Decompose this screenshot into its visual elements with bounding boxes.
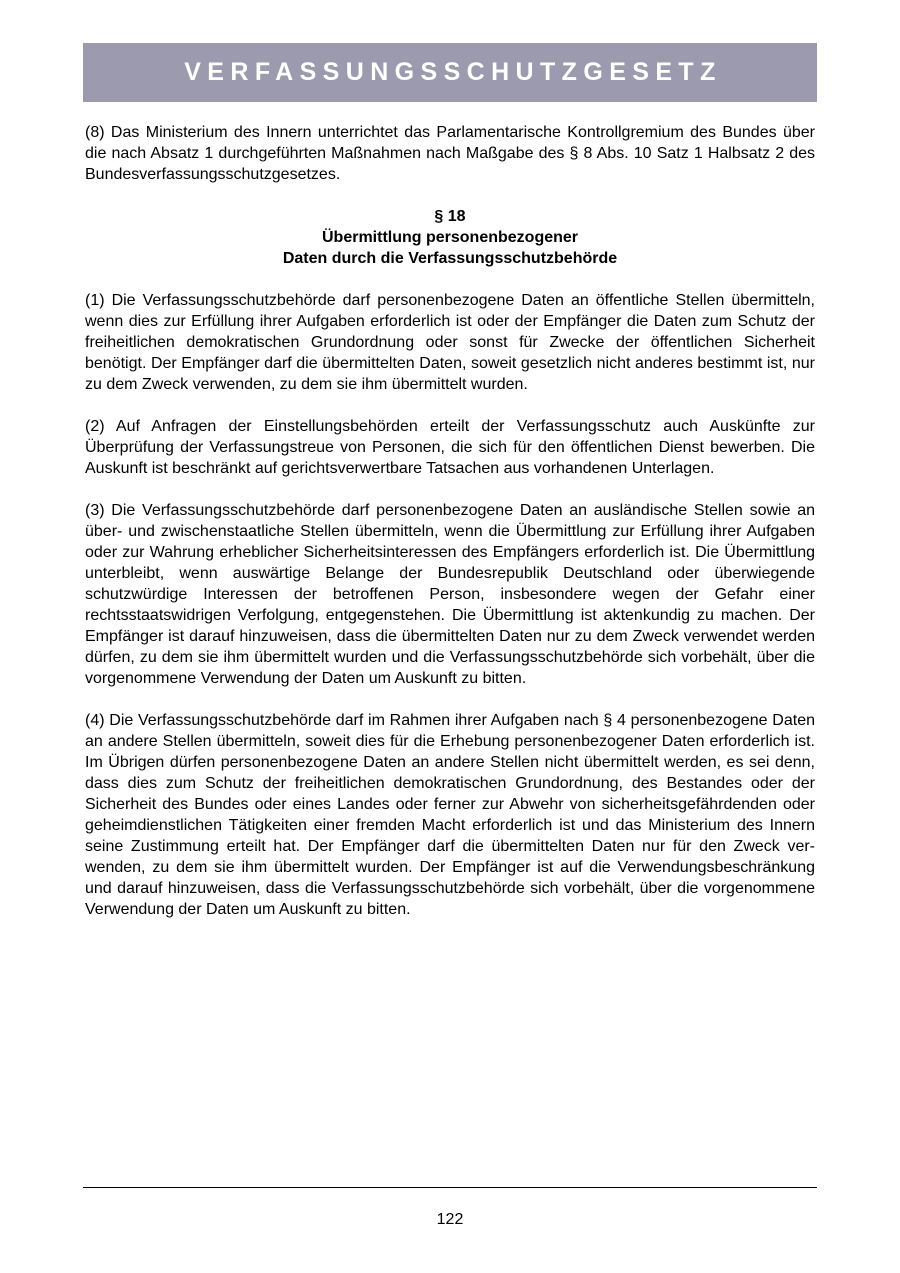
section-paragraph-3: (3) Die Verfassungsschutzbehörde darf personenbezogene Daten an ausländische Stellen sowie an über- und zwischenstaatliche Stellen übermitteln, wenn die Übermittlung zur Erfüllung ihrer Aufgaben oder zur Wahrung erheblicher Sicherheitsinteressen des Empfängers erforderlich ist. Die Übermittlung unterbleibt, wenn auswärtige Belange der Bundesrepublik Deutschland oder überwiegende schutzwürdige Interessen der betroffenen Person, insbesondere wegen der Gefahr einer rechtsstaatswidrigen Verfolgung, entgegenstehen. Die Übermittlung ist aktenkundig zu machen. Der Empfänger ist darauf hinzuweisen, dass die übermittelten Daten nur zu dem Zweck verwendet werden dürfen, zu dem sie ihm übermittelt wurden und die Verfassungsschutzbehörde sich vorbehält, über die vorgenommene Verwendung der Daten um Auskunft zu bitten. (85, 502, 815, 687)
page-number: 122 (436, 1211, 464, 1228)
section-title-line-1: Übermittlung personenbezogener (321, 229, 579, 246)
section-paragraph-4: (4) Die Verfassungsschutzbehörde darf im Rahmen ihrer Aufgaben nach § 4 personenbezogene Daten an andere Stellen übermitteln, soweit dies für die Erhebung personenbezogener Daten erforderlich ist. Im Übrigen dürfen personenbezogene Daten an andere Stellen nicht übermittelt werden, es sei denn, dass dies zum Schutz der freiheitlichen demokratischen Grundordnung, des Bestandes oder der Sicherheit des Bundes oder eines Landes oder ferner zur Abwehr von sicherheitsgefährdenden oder geheimdienstlichen Tätigkeiten einer fremden Macht erforderlich ist und das Ministerium des Innern seine Zustimmung erteilt hat. Der Empfänger darf die übermittelten Daten nur für den Zweck verwenden, zu dem sie ihm übermittelt wurden. Der Empfänger ist auf die Verwendungsbeschränkung und darauf hinzuweisen, dass die Verfassungsschutzbehörde sich vorbehält, über die vorgenommene Verwendung der Daten um Auskunft zu bitten. (85, 712, 815, 918)
section-number: § 18 (434, 208, 466, 225)
document-title: VERFASSUNGSSCHUTZGESETZ (184, 58, 722, 86)
section-title-line-2: Daten durch die Verfassungsschutzbehörde (282, 250, 618, 267)
document-body (85, 122, 815, 941)
section-paragraph-1: (1) Die Verfassungsschutzbehörde darf personenbezogene Daten an öffentliche Stellen übermitteln, wenn dies zur Erfüllung ihrer Aufgaben erforderlich ist oder der Empfänger die Daten zum Schutz der freiheitlichen demokratischen Grundordnung oder sonst für Zwecke der öffentlichen Sicherheit benötigt. Der Empfänger darf die übermittelten Daten, soweit gesetzlich nicht anderes bestimmt ist, nur zu dem Zweck verwenden, zu dem sie ihm übermittelt wurden. (85, 292, 815, 393)
section-paragraph-2: (2) Auf Anfragen der Einstellungsbehörden erteilt der Verfassungsschutz auch Auskünfte zur Überprüfung der Verfassungstreue von Personen, die sich für den öffentlichen Dienst bewerben. Die Auskunft ist beschränkt auf gerichtsverwertbare Tatsachen aus vorhandenen Unterlagen. (85, 418, 815, 477)
footer-divider (83, 1187, 817, 1188)
paragraph-8: (8) Das Ministerium des Innern unterrichtet das Parlamentarische Kontrollgremium des Bundes über die nach Absatz 1 durchgeführten Maßnahmen nach Maßgabe des § 8 Abs. 10 Satz 1 Halbsatz 2 des Bundesverfassungsschutzgesetzes. (85, 124, 815, 183)
page-header-band (83, 43, 817, 102)
section-heading (85, 206, 815, 269)
